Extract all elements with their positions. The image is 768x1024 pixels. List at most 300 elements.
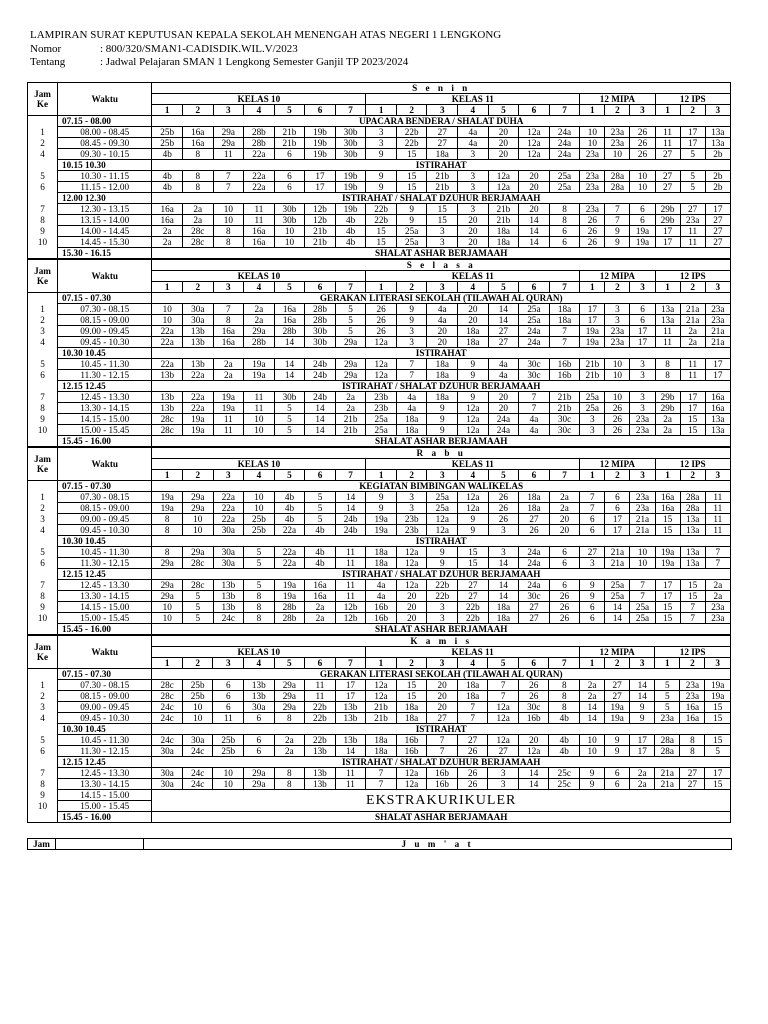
subject-code-cell: 23a bbox=[680, 691, 705, 702]
break-row bbox=[28, 812, 731, 823]
jam-ke-cell: 1 bbox=[28, 304, 58, 315]
subject-code-cell: 4b bbox=[274, 492, 305, 503]
jam-ke-cell: 3 bbox=[28, 514, 58, 525]
subject-code-cell: 12a bbox=[519, 138, 550, 149]
subject-code-cell: 9 bbox=[605, 226, 630, 237]
schedule-row bbox=[28, 149, 731, 160]
subject-code-cell: 17 bbox=[335, 680, 366, 691]
jam-ke-cell: 1 bbox=[28, 680, 58, 691]
subject-code-cell: 15 bbox=[705, 779, 731, 790]
subject-code-cell: 21b bbox=[427, 182, 458, 193]
waktu-cell: 11.15 - 12.00 bbox=[58, 182, 152, 193]
jam-ke-cell bbox=[28, 436, 58, 447]
subject-code-cell: 2b bbox=[705, 182, 730, 193]
subject-code-cell: 21b bbox=[427, 171, 458, 182]
break-row bbox=[28, 381, 731, 392]
subject-code-cell: 7 bbox=[213, 182, 244, 193]
schedule-row bbox=[28, 215, 731, 226]
subject-code-cell: 26 bbox=[488, 514, 519, 525]
subject-code-cell: 13a bbox=[655, 304, 680, 315]
subject-code-cell: 4a bbox=[488, 359, 519, 370]
subject-code-cell: 9 bbox=[605, 237, 630, 248]
subject-code-cell: 25a bbox=[396, 237, 427, 248]
schedule-row bbox=[28, 768, 731, 779]
subject-code-cell: 14 bbox=[335, 503, 366, 514]
subject-code-cell: 8 bbox=[244, 591, 275, 602]
subject-code-cell: 3 bbox=[396, 337, 427, 348]
subject-code-cell: 4b bbox=[152, 171, 183, 182]
subject-code-cell: 4b bbox=[274, 514, 305, 525]
subject-code-cell: 15 bbox=[366, 226, 397, 237]
waktu-cell: 10.45 - 11.30 bbox=[58, 735, 152, 746]
class-number: 4 bbox=[458, 105, 489, 116]
subject-code-cell: 4b bbox=[549, 713, 580, 724]
subject-code-cell: 29a bbox=[213, 127, 244, 138]
subject-code-cell: 5 bbox=[680, 149, 705, 160]
schedule-row bbox=[28, 503, 731, 514]
subject-code-cell: 5 bbox=[305, 503, 336, 514]
subject-code-cell: 22a bbox=[182, 392, 213, 403]
waktu-cell: 09.00 - 09.45 bbox=[58, 514, 152, 525]
subject-code-cell: 19a bbox=[366, 514, 397, 525]
subject-code-cell: 14 bbox=[488, 558, 519, 569]
ekstrakurikuler-cell: EKSTRAKURIKULER bbox=[152, 790, 731, 812]
subject-code-cell: 6 bbox=[605, 779, 630, 790]
subject-code-cell: 27 bbox=[427, 138, 458, 149]
subject-code-cell: 27 bbox=[655, 149, 680, 160]
subject-code-cell: 6 bbox=[244, 713, 275, 724]
subject-code-cell: 4a bbox=[366, 591, 397, 602]
jumat-table bbox=[27, 838, 732, 850]
subject-code-cell: 23a bbox=[630, 503, 655, 514]
subject-code-cell: 11 bbox=[244, 392, 275, 403]
subject-code-cell: 12a bbox=[366, 680, 397, 691]
subject-code-cell: 8 bbox=[213, 237, 244, 248]
subject-code-cell: 30c bbox=[549, 425, 580, 436]
subject-code-cell: 6 bbox=[213, 680, 244, 691]
subject-code-cell: 3 bbox=[396, 503, 427, 514]
jam-ke-cell: 7 bbox=[28, 204, 58, 215]
class-number: 6 bbox=[305, 470, 336, 481]
break-row bbox=[28, 248, 731, 259]
class-number: 2 bbox=[396, 658, 427, 669]
subject-code-cell: 26 bbox=[457, 779, 488, 790]
class-group-kelas10: KELAS 10 bbox=[152, 271, 366, 282]
subject-code-cell: 27 bbox=[655, 171, 680, 182]
schedule-row bbox=[28, 591, 731, 602]
subject-code-cell: 28b bbox=[274, 326, 305, 337]
subject-code-cell: 3 bbox=[427, 237, 458, 248]
subject-code-cell: 10 bbox=[244, 503, 275, 514]
subject-code-cell: 24a bbox=[519, 580, 550, 591]
subject-code-cell: 26 bbox=[488, 492, 519, 503]
subject-code-cell: 25a bbox=[605, 591, 630, 602]
subject-code-cell: 17 bbox=[705, 370, 730, 381]
class-number: 4 bbox=[458, 470, 489, 481]
subject-code-cell: 22b bbox=[458, 613, 489, 624]
subject-code-cell: 2a bbox=[335, 403, 366, 414]
subject-code-cell: 16a bbox=[305, 580, 336, 591]
class-number: 2 bbox=[182, 282, 213, 293]
break-row bbox=[28, 724, 731, 735]
subject-code-cell: 29a bbox=[182, 547, 213, 558]
subject-code-cell: 6 bbox=[580, 613, 605, 624]
activity-banner: SHALAT ASHAR BERJAMAAH bbox=[152, 248, 731, 259]
subject-code-cell: 20 bbox=[458, 315, 489, 326]
subject-code-cell: 2a bbox=[244, 315, 275, 326]
subject-code-cell: 27 bbox=[458, 591, 489, 602]
break-row bbox=[28, 757, 731, 768]
jam-ke-header bbox=[28, 636, 58, 669]
subject-code-cell: 22a bbox=[213, 503, 244, 514]
waktu-cell: 08.15 - 09.00 bbox=[58, 691, 152, 702]
break-row bbox=[28, 669, 731, 680]
subject-code-cell: 9 bbox=[580, 779, 605, 790]
subject-code-cell: 21b bbox=[366, 702, 397, 713]
subject-code-cell: 4a bbox=[519, 425, 550, 436]
subject-code-cell: 11 bbox=[335, 779, 366, 790]
subject-code-cell: 18a bbox=[366, 735, 397, 746]
break-row bbox=[28, 116, 731, 127]
subject-code-cell: 16a bbox=[705, 403, 730, 414]
schedule-row bbox=[28, 237, 731, 248]
class-number: 5 bbox=[274, 470, 305, 481]
class-number: 1 bbox=[152, 658, 183, 669]
subject-code-cell: 25a bbox=[427, 503, 458, 514]
subject-code-cell: 21a bbox=[705, 326, 730, 337]
schedule-row bbox=[28, 414, 731, 425]
subject-code-cell: 14 bbox=[519, 237, 550, 248]
subject-code-cell: 3 bbox=[427, 602, 458, 613]
waktu-cell: 08.15 - 09.00 bbox=[58, 315, 152, 326]
day-name: R a b u bbox=[152, 448, 731, 459]
waktu-cell: 09.00 - 09.45 bbox=[58, 702, 152, 713]
subject-code-cell: 2a bbox=[274, 735, 305, 746]
subject-code-cell: 9 bbox=[458, 525, 489, 536]
class-number: 4 bbox=[244, 105, 275, 116]
subject-code-cell: 24a bbox=[549, 138, 580, 149]
subject-code-cell: 16a bbox=[305, 591, 336, 602]
subject-code-cell: 17 bbox=[335, 691, 366, 702]
day-table-1 bbox=[27, 259, 731, 447]
subject-code-cell: 21a bbox=[705, 337, 730, 348]
tentang-value: : Jadwal Pelajaran SMAN 1 Lengkong Semester Ganjil TP 2023/2024 bbox=[100, 56, 409, 68]
subject-code-cell: 3 bbox=[396, 492, 427, 503]
subject-code-cell: 23a bbox=[605, 326, 630, 337]
subject-code-cell: 24a bbox=[549, 127, 580, 138]
jam-ke-cell bbox=[28, 812, 58, 823]
subject-code-cell: 26 bbox=[580, 237, 605, 248]
subject-code-cell: 19a bbox=[705, 680, 731, 691]
subject-code-cell: 10 bbox=[580, 138, 605, 149]
subject-code-cell: 4a bbox=[396, 403, 427, 414]
class-number: 3 bbox=[427, 282, 458, 293]
subject-code-cell: 18a bbox=[427, 392, 458, 403]
subject-code-cell: 4a bbox=[458, 138, 489, 149]
waktu-cell: 09.45 - 10.30 bbox=[58, 337, 152, 348]
subject-code-cell: 11 bbox=[705, 503, 730, 514]
subject-code-cell: 29a bbox=[213, 138, 244, 149]
subject-code-cell: 12a bbox=[488, 182, 519, 193]
subject-code-cell: 16a bbox=[244, 226, 275, 237]
subject-code-cell: 24b bbox=[305, 370, 336, 381]
subject-code-cell: 20 bbox=[488, 149, 519, 160]
subject-code-cell: 11 bbox=[335, 580, 366, 591]
subject-code-cell: 12a bbox=[366, 370, 397, 381]
class-number: 3 bbox=[705, 105, 730, 116]
schedule-row bbox=[28, 514, 731, 525]
subject-code-cell: 21a bbox=[630, 525, 655, 536]
subject-code-cell: 9 bbox=[427, 558, 458, 569]
activity-banner: ISTIRAHAT / SHALAT DZUHUR BERJAMAAH bbox=[152, 193, 731, 204]
subject-code-cell: 14 bbox=[305, 414, 336, 425]
subject-code-cell: 12a bbox=[458, 414, 489, 425]
class-number: 5 bbox=[488, 105, 519, 116]
subject-code-cell: 20 bbox=[488, 138, 519, 149]
subject-code-cell: 30b bbox=[274, 392, 305, 403]
subject-code-cell: 11 bbox=[655, 127, 680, 138]
class-number: 2 bbox=[680, 105, 705, 116]
subject-code-cell: 6 bbox=[244, 735, 275, 746]
subject-code-cell: 22a bbox=[274, 525, 305, 536]
subject-code-cell: 16a bbox=[152, 215, 183, 226]
subject-code-cell: 23a bbox=[705, 315, 730, 326]
subject-code-cell: 13a bbox=[705, 414, 730, 425]
subject-code-cell: 14 bbox=[488, 580, 519, 591]
jam-ke-cell: 10 bbox=[28, 613, 58, 624]
subject-code-cell: 30b bbox=[305, 337, 336, 348]
class-group-kelas11: KELAS 11 bbox=[366, 459, 580, 470]
schedule-row bbox=[28, 326, 731, 337]
subject-code-cell: 12a bbox=[366, 359, 397, 370]
subject-code-cell: 9 bbox=[396, 215, 427, 226]
class-number: 4 bbox=[244, 282, 275, 293]
subject-code-cell: 17 bbox=[305, 182, 336, 193]
subject-code-cell: 24a bbox=[519, 326, 550, 337]
subject-code-cell: 17 bbox=[655, 226, 680, 237]
jam-ke-cell bbox=[28, 481, 58, 492]
waktu-cell: 12.15 12.45 bbox=[58, 757, 152, 768]
subject-code-cell: 27 bbox=[605, 691, 630, 702]
subject-code-cell: 19a bbox=[152, 503, 183, 514]
subject-code-cell: 3 bbox=[427, 613, 458, 624]
subject-code-cell: 21a bbox=[680, 304, 705, 315]
subject-code-cell: 26 bbox=[519, 525, 550, 536]
subject-code-cell: 13b bbox=[244, 680, 275, 691]
subject-code-cell: 2a bbox=[705, 580, 730, 591]
subject-code-cell: 7 bbox=[519, 392, 550, 403]
subject-code-cell: 19a bbox=[274, 591, 305, 602]
activity-banner: KEGIATAN BIMBINGAN WALIKELAS bbox=[152, 481, 731, 492]
subject-code-cell: 12a bbox=[396, 558, 427, 569]
subject-code-cell: 3 bbox=[630, 403, 655, 414]
subject-code-cell: 12a bbox=[366, 691, 397, 702]
subject-code-cell: 26 bbox=[518, 691, 549, 702]
subject-code-cell: 12a bbox=[458, 503, 489, 514]
subject-code-cell: 10 bbox=[605, 392, 630, 403]
class-number: 6 bbox=[519, 105, 550, 116]
subject-code-cell: 25a bbox=[549, 182, 580, 193]
subject-code-cell: 9 bbox=[366, 503, 397, 514]
subject-code-cell: 19b bbox=[335, 204, 366, 215]
subject-code-cell: 10 bbox=[580, 746, 605, 757]
subject-code-cell: 30a bbox=[213, 525, 244, 536]
subject-code-cell: 11 bbox=[705, 514, 730, 525]
subject-code-cell: 24b bbox=[305, 359, 336, 370]
subject-code-cell: 18a bbox=[427, 370, 458, 381]
subject-code-cell: 4b bbox=[305, 558, 336, 569]
subject-code-cell: 4b bbox=[305, 525, 336, 536]
subject-code-cell: 13a bbox=[705, 425, 730, 436]
schedule-row bbox=[28, 613, 731, 624]
class-number: 7 bbox=[549, 470, 580, 481]
subject-code-cell: 13b bbox=[152, 392, 183, 403]
subject-code-cell: 22b bbox=[366, 215, 397, 226]
subject-code-cell: 10 bbox=[244, 492, 275, 503]
subject-code-cell: 27 bbox=[605, 680, 630, 691]
subject-code-cell: 28a bbox=[655, 746, 680, 757]
subject-code-cell: 6 bbox=[580, 602, 605, 613]
subject-code-cell: 21b bbox=[335, 425, 366, 436]
subject-code-cell: 9 bbox=[580, 768, 605, 779]
subject-code-cell: 7 bbox=[519, 403, 550, 414]
waktu-header: Waktu bbox=[58, 260, 152, 293]
waktu-cell: 14.15 - 15.00 bbox=[58, 790, 152, 801]
waktu-cell: 15.00 - 15.45 bbox=[58, 425, 152, 436]
subject-code-cell: 21b bbox=[580, 370, 605, 381]
subject-code-cell: 24c bbox=[182, 768, 213, 779]
schedule-row bbox=[28, 492, 731, 503]
subject-code-cell: 11 bbox=[213, 425, 244, 436]
jam-ke-cell: 2 bbox=[28, 138, 58, 149]
subject-code-cell: 19a bbox=[274, 580, 305, 591]
subject-code-cell: 18a bbox=[457, 691, 488, 702]
ke-label: Ke bbox=[36, 276, 49, 286]
subject-code-cell: 8 bbox=[152, 514, 183, 525]
class-number: 2 bbox=[182, 105, 213, 116]
subject-code-cell: 2a bbox=[213, 359, 244, 370]
subject-code-cell: 18a bbox=[519, 492, 550, 503]
subject-code-cell: 19b bbox=[305, 149, 336, 160]
subject-code-cell: 26 bbox=[366, 315, 397, 326]
subject-code-cell: 22b bbox=[305, 713, 336, 724]
subject-code-cell: 13b bbox=[335, 702, 366, 713]
subject-code-cell: 25a bbox=[580, 403, 605, 414]
subject-code-cell: 4a bbox=[458, 127, 489, 138]
subject-code-cell: 6 bbox=[274, 149, 305, 160]
subject-code-cell: 28b bbox=[274, 602, 305, 613]
subject-code-cell: 13b bbox=[305, 746, 336, 757]
subject-code-cell: 17 bbox=[305, 171, 336, 182]
subject-code-cell: 6 bbox=[605, 492, 630, 503]
subject-code-cell: 28c bbox=[182, 580, 213, 591]
subject-code-cell: 10 bbox=[580, 735, 605, 746]
subject-code-cell: 18a bbox=[488, 226, 519, 237]
waktu-cell: 11.30 - 12.15 bbox=[58, 558, 152, 569]
subject-code-cell: 14 bbox=[630, 680, 655, 691]
subject-code-cell: 3 bbox=[396, 326, 427, 337]
subject-code-cell: 4b bbox=[549, 746, 580, 757]
subject-code-cell: 25a bbox=[630, 613, 655, 624]
subject-code-cell: 23a bbox=[680, 215, 705, 226]
subject-code-cell: 16b bbox=[366, 613, 397, 624]
class-group-mipa: 12 MIPA bbox=[580, 271, 655, 282]
jam-ke-cell: 8 bbox=[28, 403, 58, 414]
waktu-cell: 15.00 - 15.45 bbox=[58, 801, 152, 812]
jam-ke-cell: 6 bbox=[28, 746, 58, 757]
subject-code-cell: 30b bbox=[274, 204, 305, 215]
subject-code-cell: 17 bbox=[705, 359, 730, 370]
jam-ke-cell: 5 bbox=[28, 171, 58, 182]
subject-code-cell: 29a bbox=[274, 680, 305, 691]
jam-label: Jam bbox=[34, 89, 51, 99]
subject-code-cell: 10 bbox=[152, 304, 183, 315]
subject-code-cell: 10 bbox=[630, 558, 655, 569]
subject-code-cell: 16a bbox=[655, 503, 680, 514]
schedule-row bbox=[28, 392, 731, 403]
class-number: 3 bbox=[705, 282, 730, 293]
subject-code-cell: 30b bbox=[274, 215, 305, 226]
subject-code-cell: 25b bbox=[182, 680, 213, 691]
subject-code-cell: 3 bbox=[427, 226, 458, 237]
subject-code-cell: 20 bbox=[458, 215, 489, 226]
subject-code-cell: 10 bbox=[152, 613, 183, 624]
class-number: 1 bbox=[580, 470, 605, 481]
subject-code-cell: 13b bbox=[213, 591, 244, 602]
subject-code-cell: 24b bbox=[335, 514, 366, 525]
subject-code-cell: 5 bbox=[182, 602, 213, 613]
subject-code-cell: 11 bbox=[705, 492, 730, 503]
subject-code-cell: 14 bbox=[518, 768, 549, 779]
subject-code-cell: 5 bbox=[274, 414, 305, 425]
subject-code-cell: 29a bbox=[274, 691, 305, 702]
subject-code-cell: 13b bbox=[335, 713, 366, 724]
subject-code-cell: 9 bbox=[630, 713, 655, 724]
subject-code-cell: 28b bbox=[305, 304, 336, 315]
subject-code-cell: 18a bbox=[427, 149, 458, 160]
jam-ke-cell: 5 bbox=[28, 735, 58, 746]
subject-code-cell: 6 bbox=[274, 171, 305, 182]
subject-code-cell: 6 bbox=[630, 204, 655, 215]
subject-code-cell: 15 bbox=[366, 237, 397, 248]
subject-code-cell: 17 bbox=[680, 403, 705, 414]
class-number: 1 bbox=[366, 105, 397, 116]
subject-code-cell: 8 bbox=[182, 182, 213, 193]
subject-code-cell: 28c bbox=[152, 414, 183, 425]
subject-code-cell: 3 bbox=[458, 149, 489, 160]
subject-code-cell: 20 bbox=[427, 680, 458, 691]
subject-code-cell: 6 bbox=[630, 215, 655, 226]
subject-code-cell: 2a bbox=[580, 680, 605, 691]
subject-code-cell: 8 bbox=[152, 525, 183, 536]
break-row bbox=[28, 293, 731, 304]
subject-code-cell: 25c bbox=[549, 768, 580, 779]
subject-code-cell: 22a bbox=[244, 149, 275, 160]
break-row bbox=[28, 624, 731, 635]
schedule-row bbox=[28, 370, 731, 381]
subject-code-cell: 17 bbox=[630, 326, 655, 337]
subject-code-cell: 11 bbox=[213, 149, 244, 160]
subject-code-cell: 26 bbox=[549, 602, 580, 613]
subject-code-cell: 26 bbox=[630, 138, 655, 149]
subject-code-cell: 16b bbox=[366, 602, 397, 613]
subject-code-cell: 24a bbox=[488, 414, 519, 425]
subject-code-cell: 11 bbox=[655, 138, 680, 149]
subject-code-cell: 16a bbox=[152, 204, 183, 215]
subject-code-cell: 21b bbox=[335, 414, 366, 425]
schedule-row bbox=[28, 204, 731, 215]
subject-code-cell: 28a bbox=[605, 182, 630, 193]
